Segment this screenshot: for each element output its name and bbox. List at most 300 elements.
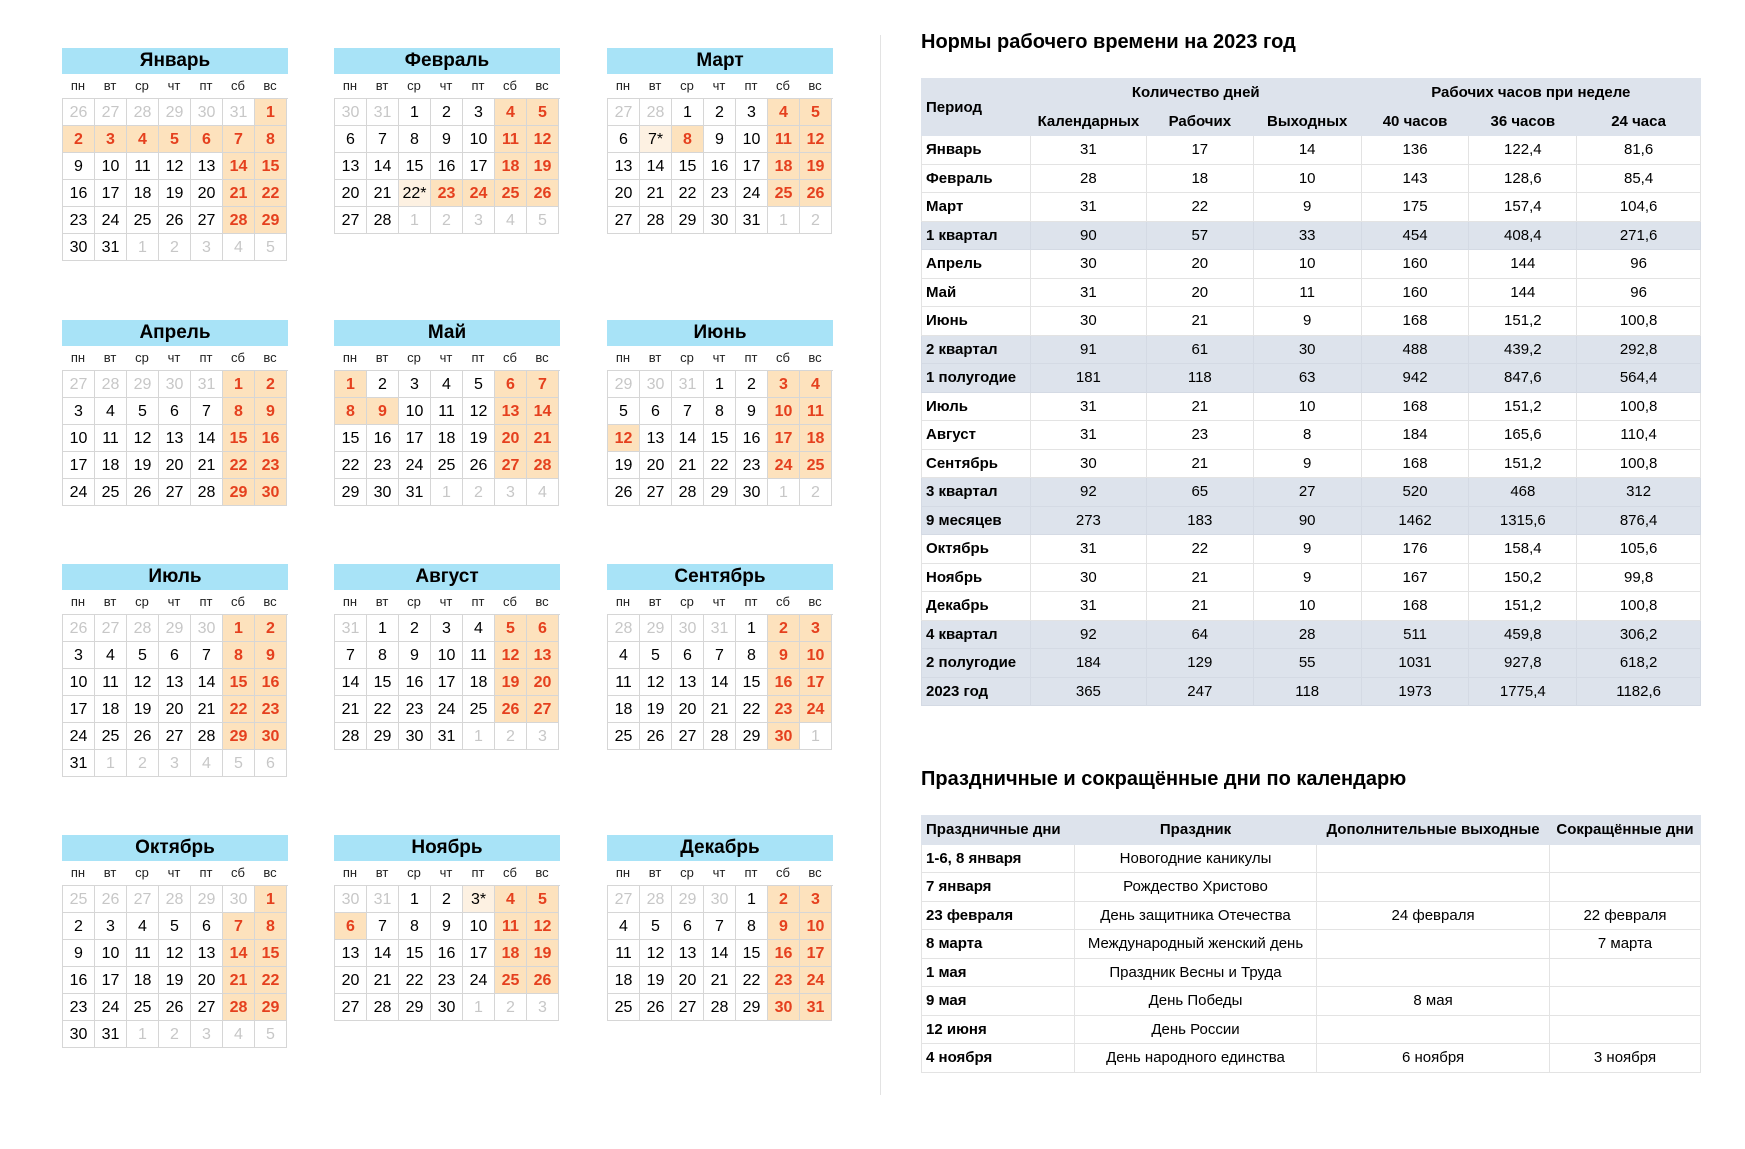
day-cell-holiday: 10 <box>800 913 832 940</box>
day-cell-holiday: 30 <box>768 723 800 750</box>
weekday-label: вт <box>648 865 662 880</box>
day-cell: 13 <box>608 153 640 180</box>
day-cell-holiday: 24 <box>800 967 832 994</box>
cell-cal: 31 <box>1030 592 1146 621</box>
day-cell: 27 <box>159 479 191 506</box>
cell-h40: 184 <box>1361 421 1469 450</box>
day-cell: 15 <box>736 940 768 967</box>
cell-short <box>1550 844 1701 873</box>
weekday-header <box>607 74 833 98</box>
cell-work: 20 <box>1146 278 1253 307</box>
day-cell: 27 <box>672 994 704 1021</box>
day-cell: 29 <box>736 994 768 1021</box>
weekday-label: ср <box>135 594 149 609</box>
day-cell: 4 <box>127 913 159 940</box>
weekday-header <box>334 861 560 885</box>
day-cell: 8 <box>736 913 768 940</box>
day-cell-holiday: 6 <box>527 615 559 642</box>
day-cell: 27 <box>191 207 223 234</box>
cell-work: 21 <box>1146 392 1253 421</box>
weekday-label: вс <box>535 865 549 880</box>
day-cell: 18 <box>431 425 463 452</box>
day-cell: 25 <box>95 723 127 750</box>
cell-work: 118 <box>1146 364 1253 393</box>
cell-off: 11 <box>1253 278 1361 307</box>
day-cell-holiday: 8 <box>672 126 704 153</box>
day-cell: 28 <box>704 994 736 1021</box>
day-cell: 1 <box>399 886 431 913</box>
day-cell: 20 <box>191 180 223 207</box>
day-cell-holiday: 30 <box>255 479 287 506</box>
days-grid <box>334 370 560 506</box>
day-cell-adjacent: 28 <box>608 615 640 642</box>
day-cell: 4 <box>608 642 640 669</box>
day-cell: 17 <box>63 696 95 723</box>
month-calendar <box>62 48 288 261</box>
day-cell: 17 <box>463 940 495 967</box>
cell-holiday: День Победы <box>1074 987 1316 1016</box>
day-cell-adjacent: 4 <box>191 750 223 777</box>
weekday-header <box>607 861 833 885</box>
day-cell-holiday: 6 <box>495 371 527 398</box>
weekday-label: пт <box>744 594 758 609</box>
cell-h40: 1462 <box>1361 506 1469 535</box>
cell-h40: 454 <box>1361 221 1469 250</box>
weekday-label: пт <box>744 865 758 880</box>
day-cell: 7 <box>191 642 223 669</box>
days-grid <box>607 370 833 506</box>
days-grid <box>607 614 833 750</box>
cell-h40: 160 <box>1361 278 1469 307</box>
day-cell-adjacent: 1 <box>127 234 159 261</box>
day-cell: 10 <box>736 126 768 153</box>
day-cell: 10 <box>431 642 463 669</box>
day-cell: 3 <box>431 615 463 642</box>
day-cell-holiday: 5 <box>527 99 559 126</box>
cell-cal: 365 <box>1030 677 1146 706</box>
month-calendar <box>607 564 833 750</box>
day-cell: 22 <box>704 452 736 479</box>
weekday-label: сб <box>503 78 517 93</box>
weekday-label: вс <box>535 78 549 93</box>
day-cell: 13 <box>335 153 367 180</box>
table-row <box>922 844 1701 873</box>
day-cell-holiday: 27 <box>527 696 559 723</box>
day-cell-holiday: 26 <box>495 696 527 723</box>
row-label: 2 полугодие <box>922 649 1031 678</box>
table-row <box>922 421 1701 450</box>
row-label: Июль <box>922 392 1031 421</box>
day-cell-adjacent: 31 <box>335 615 367 642</box>
day-cell: 5 <box>640 642 672 669</box>
day-cell: 26 <box>159 994 191 1021</box>
day-cell: 2 <box>63 913 95 940</box>
day-cell-adjacent: 1 <box>399 207 431 234</box>
cell-h40: 175 <box>1361 193 1469 222</box>
day-cell-adjacent: 30 <box>223 886 255 913</box>
weekday-label: чт <box>439 78 453 93</box>
day-cell: 2 <box>431 886 463 913</box>
day-cell: 26 <box>127 723 159 750</box>
day-cell-adjacent: 29 <box>191 886 223 913</box>
table-row <box>922 649 1701 678</box>
header-days-group: Количество дней <box>1030 79 1361 108</box>
day-cell: 25 <box>95 479 127 506</box>
day-cell-holiday: 20 <box>527 669 559 696</box>
row-label: 3 квартал <box>922 478 1031 507</box>
month-calendar <box>334 564 560 750</box>
day-cell-holiday: 14 <box>527 398 559 425</box>
day-cell: 3 <box>399 371 431 398</box>
day-cell: 30 <box>63 234 95 261</box>
month-calendar <box>62 835 288 1048</box>
day-cell-holiday: 22 <box>255 180 287 207</box>
table-row <box>922 506 1701 535</box>
weekday-label: чт <box>712 350 726 365</box>
day-cell-adjacent: 28 <box>640 99 672 126</box>
day-cell-holiday: 14 <box>223 153 255 180</box>
days-grid <box>334 98 560 234</box>
weekday-label: пн <box>70 594 86 609</box>
day-cell-adjacent: 3 <box>463 207 495 234</box>
day-cell: 16 <box>399 669 431 696</box>
day-cell-adjacent: 5 <box>527 207 559 234</box>
row-label: 2 квартал <box>922 335 1031 364</box>
day-cell-holiday: 28 <box>223 207 255 234</box>
cell-h24: 110,4 <box>1577 421 1701 450</box>
day-cell-holiday: 22 <box>223 696 255 723</box>
cell-off: 10 <box>1253 592 1361 621</box>
day-cell-holiday: 3 <box>800 615 832 642</box>
weekday-label: сб <box>231 350 245 365</box>
day-cell: 20 <box>159 696 191 723</box>
day-cell: 18 <box>608 696 640 723</box>
day-cell: 19 <box>127 452 159 479</box>
cell-off: 90 <box>1253 506 1361 535</box>
table-row <box>922 620 1701 649</box>
day-cell-holiday: 18 <box>495 153 527 180</box>
day-cell: 25 <box>608 723 640 750</box>
weekday-label: пн <box>70 78 86 93</box>
day-cell-holiday: 1 <box>335 371 367 398</box>
day-cell: 10 <box>463 126 495 153</box>
row-label: Март <box>922 193 1031 222</box>
day-cell-adjacent: 30 <box>640 371 672 398</box>
day-cell: 3 <box>95 913 127 940</box>
day-cell-adjacent: 28 <box>95 371 127 398</box>
day-cell-holiday: 17 <box>768 425 800 452</box>
day-cell: 3* <box>463 886 495 913</box>
day-cell: 23 <box>399 696 431 723</box>
day-cell-holiday: 24 <box>463 180 495 207</box>
day-cell: 20 <box>640 452 672 479</box>
weekday-header <box>607 346 833 370</box>
day-cell: 8 <box>704 398 736 425</box>
day-cell-holiday: 4 <box>768 99 800 126</box>
day-cell: 13 <box>335 940 367 967</box>
cell-work: 183 <box>1146 506 1253 535</box>
day-cell-adjacent: 1 <box>800 723 832 750</box>
day-cell: 20 <box>608 180 640 207</box>
cell-off: 9 <box>1253 535 1361 564</box>
day-cell-adjacent: 2 <box>800 207 832 234</box>
cell-off: 30 <box>1253 335 1361 364</box>
day-cell: 27 <box>672 723 704 750</box>
table-row <box>922 221 1701 250</box>
day-cell-holiday: 9 <box>367 398 399 425</box>
day-cell-holiday: 26 <box>527 967 559 994</box>
day-cell-adjacent: 30 <box>191 99 223 126</box>
cell-h36: 144 <box>1469 278 1577 307</box>
day-cell: 26 <box>608 479 640 506</box>
weekday-label: сб <box>503 865 517 880</box>
month-calendar <box>607 48 833 234</box>
day-cell: 2 <box>367 371 399 398</box>
day-cell: 21 <box>191 452 223 479</box>
day-cell: 24 <box>463 967 495 994</box>
day-cell: 10 <box>463 913 495 940</box>
table-row <box>922 873 1701 902</box>
cell-cal: 30 <box>1030 307 1146 336</box>
table-row <box>922 535 1701 564</box>
day-cell: 25 <box>431 452 463 479</box>
day-cell: 24 <box>736 180 768 207</box>
day-cell: 7 <box>335 642 367 669</box>
cell-cal: 181 <box>1030 364 1146 393</box>
day-cell: 15 <box>335 425 367 452</box>
day-cell-adjacent: 28 <box>127 99 159 126</box>
day-cell: 5 <box>463 371 495 398</box>
day-cell: 15 <box>367 669 399 696</box>
day-cell: 15 <box>399 940 431 967</box>
day-cell: 30 <box>704 207 736 234</box>
day-cell: 23 <box>63 994 95 1021</box>
cell-work: 18 <box>1146 164 1253 193</box>
header-holiday-name: Праздник <box>1074 816 1316 845</box>
cell-h40: 143 <box>1361 164 1469 193</box>
day-cell: 28 <box>191 479 223 506</box>
day-cell-holiday: 14 <box>223 940 255 967</box>
day-cell-holiday: 15 <box>255 940 287 967</box>
header-calendar: Календарных <box>1030 107 1146 136</box>
day-cell: 30 <box>399 723 431 750</box>
day-cell: 29 <box>704 479 736 506</box>
cell-cal: 31 <box>1030 193 1146 222</box>
cell-h24: 876,4 <box>1577 506 1701 535</box>
cell-h36: 122,4 <box>1469 136 1577 165</box>
cell-h24: 618,2 <box>1577 649 1701 678</box>
month-calendar <box>62 564 288 777</box>
cell-cal: 31 <box>1030 392 1146 421</box>
day-cell-holiday: 23 <box>255 696 287 723</box>
days-grid <box>62 370 288 506</box>
weekday-label: пт <box>744 78 758 93</box>
day-cell: 18 <box>463 669 495 696</box>
day-cell-adjacent: 2 <box>463 479 495 506</box>
day-cell-holiday: 11 <box>768 126 800 153</box>
day-cell: 3 <box>63 398 95 425</box>
cell-h24: 100,8 <box>1577 307 1701 336</box>
day-cell: 24 <box>95 207 127 234</box>
day-cell: 14 <box>367 940 399 967</box>
table-row <box>922 136 1701 165</box>
day-cell-holiday: 9 <box>255 398 287 425</box>
day-cell: 10 <box>399 398 431 425</box>
weekday-label: ср <box>680 350 694 365</box>
day-cell: 5 <box>159 913 191 940</box>
cell-h40: 168 <box>1361 592 1469 621</box>
day-cell-holiday: 4 <box>800 371 832 398</box>
day-cell-adjacent: 3 <box>159 750 191 777</box>
table-row <box>922 478 1701 507</box>
weekday-header <box>62 861 288 885</box>
day-cell-adjacent: 26 <box>95 886 127 913</box>
day-cell-adjacent: 3 <box>495 479 527 506</box>
cell-h40: 488 <box>1361 335 1469 364</box>
weekday-label: пт <box>199 78 213 93</box>
cell-holiday: День защитника Отечества <box>1074 901 1316 930</box>
day-cell-adjacent: 30 <box>335 886 367 913</box>
day-cell-adjacent: 27 <box>95 615 127 642</box>
day-cell: 29 <box>736 723 768 750</box>
day-cell: 1 <box>736 615 768 642</box>
weekday-label: вт <box>375 594 389 609</box>
day-cell: 18 <box>95 452 127 479</box>
cell-h24: 271,6 <box>1577 221 1701 250</box>
cell-h36: 151,2 <box>1469 592 1577 621</box>
cell-h40: 1973 <box>1361 677 1469 706</box>
cell-cal: 31 <box>1030 421 1146 450</box>
day-cell-holiday: 11 <box>800 398 832 425</box>
cell-work: 21 <box>1146 449 1253 478</box>
cell-holiday: Новогодние каникулы <box>1074 844 1316 873</box>
cell-days: 12 июня <box>922 1015 1075 1044</box>
weekday-label: пн <box>342 350 358 365</box>
day-cell: 20 <box>672 696 704 723</box>
day-cell-holiday: 23 <box>431 180 463 207</box>
row-label: 2023 год <box>922 677 1031 706</box>
day-cell-adjacent: 30 <box>159 371 191 398</box>
weekday-label: ср <box>680 865 694 880</box>
weekday-label: пт <box>471 350 485 365</box>
cell-h40: 176 <box>1361 535 1469 564</box>
month-title: Январь <box>62 48 288 74</box>
cell-work: 129 <box>1146 649 1253 678</box>
weekday-label: пн <box>342 865 358 880</box>
day-cell-adjacent: 30 <box>672 615 704 642</box>
day-cell: 13 <box>640 425 672 452</box>
day-cell-adjacent: 27 <box>608 886 640 913</box>
weekday-label: вт <box>648 78 662 93</box>
day-cell: 30 <box>736 479 768 506</box>
row-label: Июнь <box>922 307 1031 336</box>
day-cell: 19 <box>640 696 672 723</box>
day-cell: 10 <box>63 425 95 452</box>
day-cell-holiday: 8 <box>223 398 255 425</box>
day-cell: 12 <box>127 669 159 696</box>
day-cell-adjacent: 5 <box>255 1021 287 1048</box>
day-cell-adjacent: 28 <box>127 615 159 642</box>
day-cell: 12 <box>127 425 159 452</box>
cell-h36: 439,2 <box>1469 335 1577 364</box>
day-cell-adjacent: 26 <box>63 99 95 126</box>
cell-h24: 81,6 <box>1577 136 1701 165</box>
day-cell-adjacent: 28 <box>159 886 191 913</box>
day-cell: 4 <box>95 642 127 669</box>
cell-h36: 847,6 <box>1469 364 1577 393</box>
table-row <box>922 901 1701 930</box>
day-cell-holiday: 1 <box>223 615 255 642</box>
day-cell: 26 <box>463 452 495 479</box>
day-cell: 10 <box>63 669 95 696</box>
day-cell: 24 <box>63 723 95 750</box>
day-cell: 16 <box>63 180 95 207</box>
day-cell-adjacent: 6 <box>255 750 287 777</box>
weekday-label: вс <box>263 350 277 365</box>
day-cell: 14 <box>367 153 399 180</box>
day-cell-adjacent: 4 <box>527 479 559 506</box>
weekday-header <box>62 74 288 98</box>
header-period: Период <box>922 79 1031 136</box>
day-cell: 25 <box>127 994 159 1021</box>
weekday-label: вс <box>808 865 822 880</box>
weekday-label: ср <box>680 78 694 93</box>
day-cell: 27 <box>159 723 191 750</box>
month-calendar <box>607 320 833 506</box>
weekday-label: пн <box>615 78 631 93</box>
day-cell: 23 <box>431 967 463 994</box>
day-cell-holiday: 9 <box>255 642 287 669</box>
day-cell: 27 <box>640 479 672 506</box>
day-cell: 21 <box>672 452 704 479</box>
day-cell: 6 <box>672 642 704 669</box>
day-cell: 30 <box>367 479 399 506</box>
cell-h36: 151,2 <box>1469 449 1577 478</box>
weekday-label: чт <box>712 78 726 93</box>
day-cell-adjacent: 29 <box>672 886 704 913</box>
day-cell-holiday: 5 <box>159 126 191 153</box>
day-cell: 9 <box>431 126 463 153</box>
day-cell-holiday: 7 <box>223 913 255 940</box>
day-cell-holiday: 8 <box>335 398 367 425</box>
day-cell-holiday: 17 <box>800 940 832 967</box>
day-cell-adjacent: 31 <box>704 615 736 642</box>
cell-off: 8 <box>1253 421 1361 450</box>
weekday-label: сб <box>231 594 245 609</box>
cell-h24: 100,8 <box>1577 392 1701 421</box>
row-label: 9 месяцев <box>922 506 1031 535</box>
day-cell: 24 <box>63 479 95 506</box>
day-cell: 7 <box>704 642 736 669</box>
month-title: Май <box>334 320 560 346</box>
day-cell: 7 <box>367 126 399 153</box>
day-cell: 31 <box>399 479 431 506</box>
cell-holiday: Международный женский день <box>1074 930 1316 959</box>
cell-h24: 96 <box>1577 278 1701 307</box>
day-cell-adjacent: 5 <box>255 234 287 261</box>
day-cell: 9 <box>704 126 736 153</box>
day-cell: 16 <box>63 967 95 994</box>
day-cell-adjacent: 31 <box>367 886 399 913</box>
day-cell: 13 <box>159 425 191 452</box>
day-cell: 29 <box>335 479 367 506</box>
day-cell: 28 <box>335 723 367 750</box>
row-label: 1 квартал <box>922 221 1031 250</box>
day-cell-holiday: 12 <box>608 425 640 452</box>
weekday-label: вс <box>535 594 549 609</box>
cell-h24: 1182,6 <box>1577 677 1701 706</box>
cell-extra <box>1317 873 1550 902</box>
